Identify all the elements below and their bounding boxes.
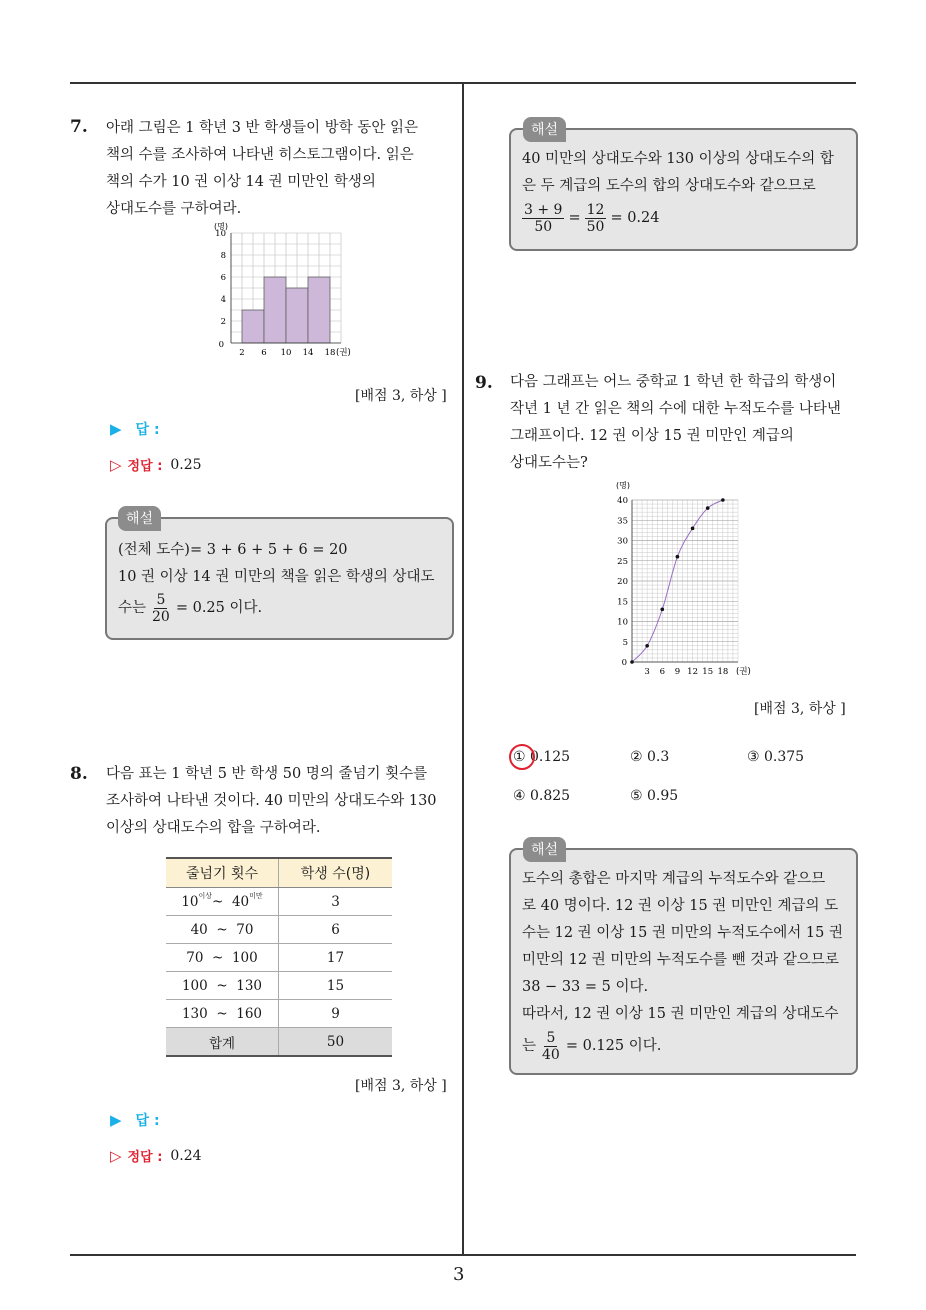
q9-explanation-text: [522, 866, 843, 1064]
q8-text: [106, 761, 437, 842]
histogram-bar: [242, 310, 264, 343]
x-tick-label: 15: [702, 667, 714, 677]
choice-label: ④ 0.825: [513, 788, 571, 804]
bottom-rule: [70, 1254, 856, 1256]
range-high: 70: [236, 921, 254, 938]
range-low-sup: 이상: [198, 891, 213, 900]
x-tick-label: 6: [659, 667, 665, 677]
table-row: [166, 972, 392, 1000]
explain-text: = 0.25 이다.: [175, 599, 263, 616]
explain-text: 수는: [118, 599, 147, 616]
table-cell-range: $10^{이상}\sim$ $40^{미만}$: [166, 888, 279, 916]
range-sep: ~: [216, 921, 228, 938]
q9-choice-3[interactable]: [747, 749, 804, 765]
explain-line: 따라서, 12 권 이상 15 권 미만인 계급의 상대도수: [522, 1006, 839, 1022]
q8-line: 이상의 상대도수의 합을 구하여라.: [106, 820, 321, 836]
q8-frequency-table: [166, 857, 392, 1057]
fraction-numerator: 12: [586, 201, 605, 218]
table-cell-count: 9: [279, 1000, 393, 1028]
explain-line: 미만의 12 권 미만의 누적도수를 뺀 것과 같으므로: [522, 952, 839, 968]
q8-correct-row: [110, 1146, 202, 1165]
range-high: 160: [236, 1005, 263, 1022]
x-tick-label: 0: [218, 340, 224, 350]
histogram-bar: [286, 288, 308, 343]
range-low: 70: [186, 949, 204, 966]
x-axis-unit: (권): [736, 667, 751, 677]
y-axis-unit: (명): [616, 481, 630, 490]
table-row: [166, 888, 392, 916]
x-tick-label: 14: [302, 348, 314, 358]
x-axis-unit: (권): [336, 348, 351, 358]
choice-label: ② 0.3: [630, 749, 670, 765]
fraction-denominator: 50: [586, 218, 605, 235]
explain-line: [522, 1028, 843, 1064]
explain-line: 로 40 명이다. 12 권 이상 15 권 미만인 계급의 도: [522, 898, 839, 914]
y-axis-unit: (명): [214, 222, 228, 231]
data-point: [645, 644, 649, 648]
histogram-bar: [264, 277, 286, 343]
fraction-numerator: 3 + 9: [524, 201, 563, 218]
fraction: [540, 1030, 562, 1063]
q8-line: 다음 표는 1 학년 5 반 학생 50 명의 줄넘기 횟수를: [106, 766, 428, 782]
q7-explanation-tag: 해설: [118, 506, 161, 531]
q7-score: [배점 3, 하상 ]: [355, 388, 447, 404]
q7-text: [106, 115, 418, 223]
explain-text: = 0.24: [610, 209, 660, 226]
q9-number: 9.: [475, 373, 493, 393]
correct-value: 0.25: [170, 456, 202, 473]
fraction-numerator: 5: [546, 1029, 556, 1046]
y-tick-label: 4: [220, 295, 226, 305]
outline-arrow-icon: ▷: [110, 455, 122, 474]
y-tick-label: 25: [617, 556, 628, 567]
q9-choice-2[interactable]: [630, 749, 669, 765]
range-high: 100: [231, 949, 258, 966]
q9-choice-4[interactable]: [513, 788, 570, 804]
answer-label: 답 :: [135, 422, 160, 438]
q9-cumulative-graph: [605, 478, 765, 678]
q7-correct-row: [110, 455, 202, 474]
explain-line: (전체 도수)= 3 + 6 + 5 + 6 = 20: [118, 542, 348, 558]
y-tick-label: 40: [617, 496, 628, 506]
answer-label: 답 :: [135, 1113, 160, 1129]
table-total-value: 50: [279, 1028, 393, 1057]
range-sep: ~: [216, 1005, 228, 1022]
q8-line: 조사하여 나타낸 것이다. 40 미만의 상대도수와 130: [106, 793, 437, 809]
y-tick-label: 6: [220, 273, 226, 283]
q8-explanation-tag: 해설: [523, 117, 566, 142]
y-tick-label: 2: [220, 317, 226, 327]
q7-line: 상대도수를 구하여라.: [106, 201, 242, 217]
y-tick-label: 10: [617, 617, 628, 628]
table-row: [166, 944, 392, 972]
q8-answer-row: [110, 1110, 160, 1130]
x-tick-label: 10: [280, 348, 292, 358]
x-tick-label: 2: [239, 348, 245, 358]
q9-score: [배점 3, 하상 ]: [754, 701, 846, 717]
table-cell-range: [166, 916, 279, 944]
play-arrow-icon: ▶: [110, 420, 122, 438]
correct-label: 정답 :: [127, 1150, 163, 1165]
y-tick-label: 5: [622, 637, 628, 648]
y-tick-label: 30: [617, 536, 628, 547]
data-point: [676, 555, 680, 559]
outline-arrow-icon: ▷: [110, 1146, 122, 1165]
x-tick-label: 18: [324, 348, 336, 358]
q7-histogram: [200, 220, 370, 365]
x-tick-label: 3: [644, 667, 650, 677]
correct-label: 정답 :: [127, 459, 163, 474]
table-total-label: 합계: [166, 1028, 279, 1057]
data-point: [691, 527, 695, 531]
q9-text: [510, 369, 841, 477]
range-high: 130: [236, 977, 263, 994]
explain-line: 도수의 총합은 마지막 계급의 누적도수와 같으므: [522, 871, 826, 887]
explain-text: = 0.125 이다.: [565, 1037, 662, 1054]
explain-text: =: [568, 209, 581, 226]
q7-line: 책의 수를 조사하여 나타낸 히스토그램이다. 읽은: [106, 147, 414, 163]
table-cell-count: 6: [279, 916, 393, 944]
q7-answer-row: [110, 419, 160, 439]
q7-line: 아래 그림은 1 학년 3 반 학생들이 방학 동안 읽은: [106, 120, 419, 136]
fraction: [585, 202, 607, 235]
x-tick-label: 9: [674, 667, 681, 677]
range-low: 10: [181, 893, 199, 910]
y-tick-label: 35: [617, 516, 628, 527]
table-total-row: [166, 1028, 392, 1057]
table-row: [166, 1000, 392, 1028]
range-low: 100: [181, 977, 208, 994]
table-header: 줄넘기 횟수: [166, 858, 279, 888]
fraction: [150, 592, 172, 625]
y-tick-label: 20: [617, 577, 628, 587]
x-tick-label: 0: [621, 658, 627, 668]
choice-label: ③ 0.375: [747, 749, 805, 765]
play-arrow-icon: ▶: [110, 1111, 122, 1129]
fraction: [522, 202, 564, 235]
range-high-sup: 미만: [249, 891, 263, 900]
table-row: [166, 916, 392, 944]
q9-line: 작년 1 년 간 읽은 책의 수에 대한 누적도수를 나타낸: [510, 401, 841, 417]
q9-line: 그래프이다. 12 권 이상 15 권 미만인 계급의: [510, 428, 794, 444]
data-point: [660, 608, 664, 612]
x-tick-label: 12: [687, 667, 698, 677]
data-point: [721, 498, 725, 502]
selected-circle-marker: [509, 744, 535, 770]
page-number: 3: [453, 1264, 465, 1285]
choice-label: ⑤ 0.95: [630, 788, 679, 804]
table-cell-count: 3: [279, 888, 393, 916]
column-divider: [462, 84, 464, 1254]
table-cell-range: [166, 1000, 279, 1028]
fraction-numerator: 5: [156, 591, 166, 608]
table-cell-count: 17: [279, 944, 393, 972]
explain-line: 수는 12 권 이상 15 권 미만의 누적도수에서 15 권: [522, 925, 843, 941]
q9-explanation-tag: 해설: [523, 837, 566, 862]
explain-line: [118, 591, 435, 625]
data-point: [630, 660, 634, 664]
y-tick-label: 15: [617, 597, 628, 608]
fraction-denominator: 40: [542, 1046, 560, 1063]
x-tick-label: 6: [261, 348, 267, 358]
explain-line: 10 권 이상 14 권 미만의 책을 읽은 학생의 상대도: [118, 569, 435, 585]
range-sep: ~: [216, 977, 228, 994]
q7-number: 7.: [70, 117, 88, 137]
explain-line: 은 두 계급의 도수의 합의 상대도수와 같으므로: [522, 178, 816, 194]
q8-score: [배점 3, 하상 ]: [355, 1078, 447, 1094]
choice-label: ① 0.125: [513, 749, 571, 765]
histogram-bar: [308, 277, 330, 343]
q9-line: 다음 그래프는 어느 중학교 1 학년 한 학급의 학생이: [510, 374, 837, 390]
explain-line: [522, 200, 834, 236]
range-low: 130: [181, 1005, 208, 1022]
y-tick-label: 8: [220, 251, 226, 261]
y-tick-label: 10: [215, 229, 226, 239]
table-cell-range: [166, 944, 279, 972]
correct-value: 0.24: [170, 1147, 202, 1164]
q7-line: 책의 수가 10 권 이상 14 권 미만인 학생의: [106, 174, 376, 190]
data-point: [706, 506, 710, 510]
fraction-denominator: 50: [534, 218, 553, 235]
q8-explanation-text: [522, 146, 834, 236]
q9-choice-5[interactable]: [630, 788, 678, 804]
range-low: 40: [190, 921, 208, 938]
q9-choice-1[interactable]: [513, 749, 570, 765]
q9-line: 상대도수는?: [510, 455, 588, 471]
range-high: 40: [231, 893, 250, 910]
range-sep: ~: [212, 949, 224, 966]
q7-explanation-text: [118, 537, 435, 625]
explain-text: 는: [522, 1037, 537, 1054]
q8-number: 8.: [70, 764, 88, 784]
table-header: 학생 수(명): [279, 858, 393, 888]
explain-line: 40 미만의 상대도수와 130 이상의 상대도수의 합: [522, 151, 834, 167]
explain-line: 38 − 33 = 5 이다.: [522, 979, 649, 995]
x-tick-label: 18: [717, 667, 729, 677]
table-cell-range: [166, 972, 279, 1000]
fraction-denominator: 20: [152, 608, 170, 625]
table-cell-count: 15: [279, 972, 393, 1000]
